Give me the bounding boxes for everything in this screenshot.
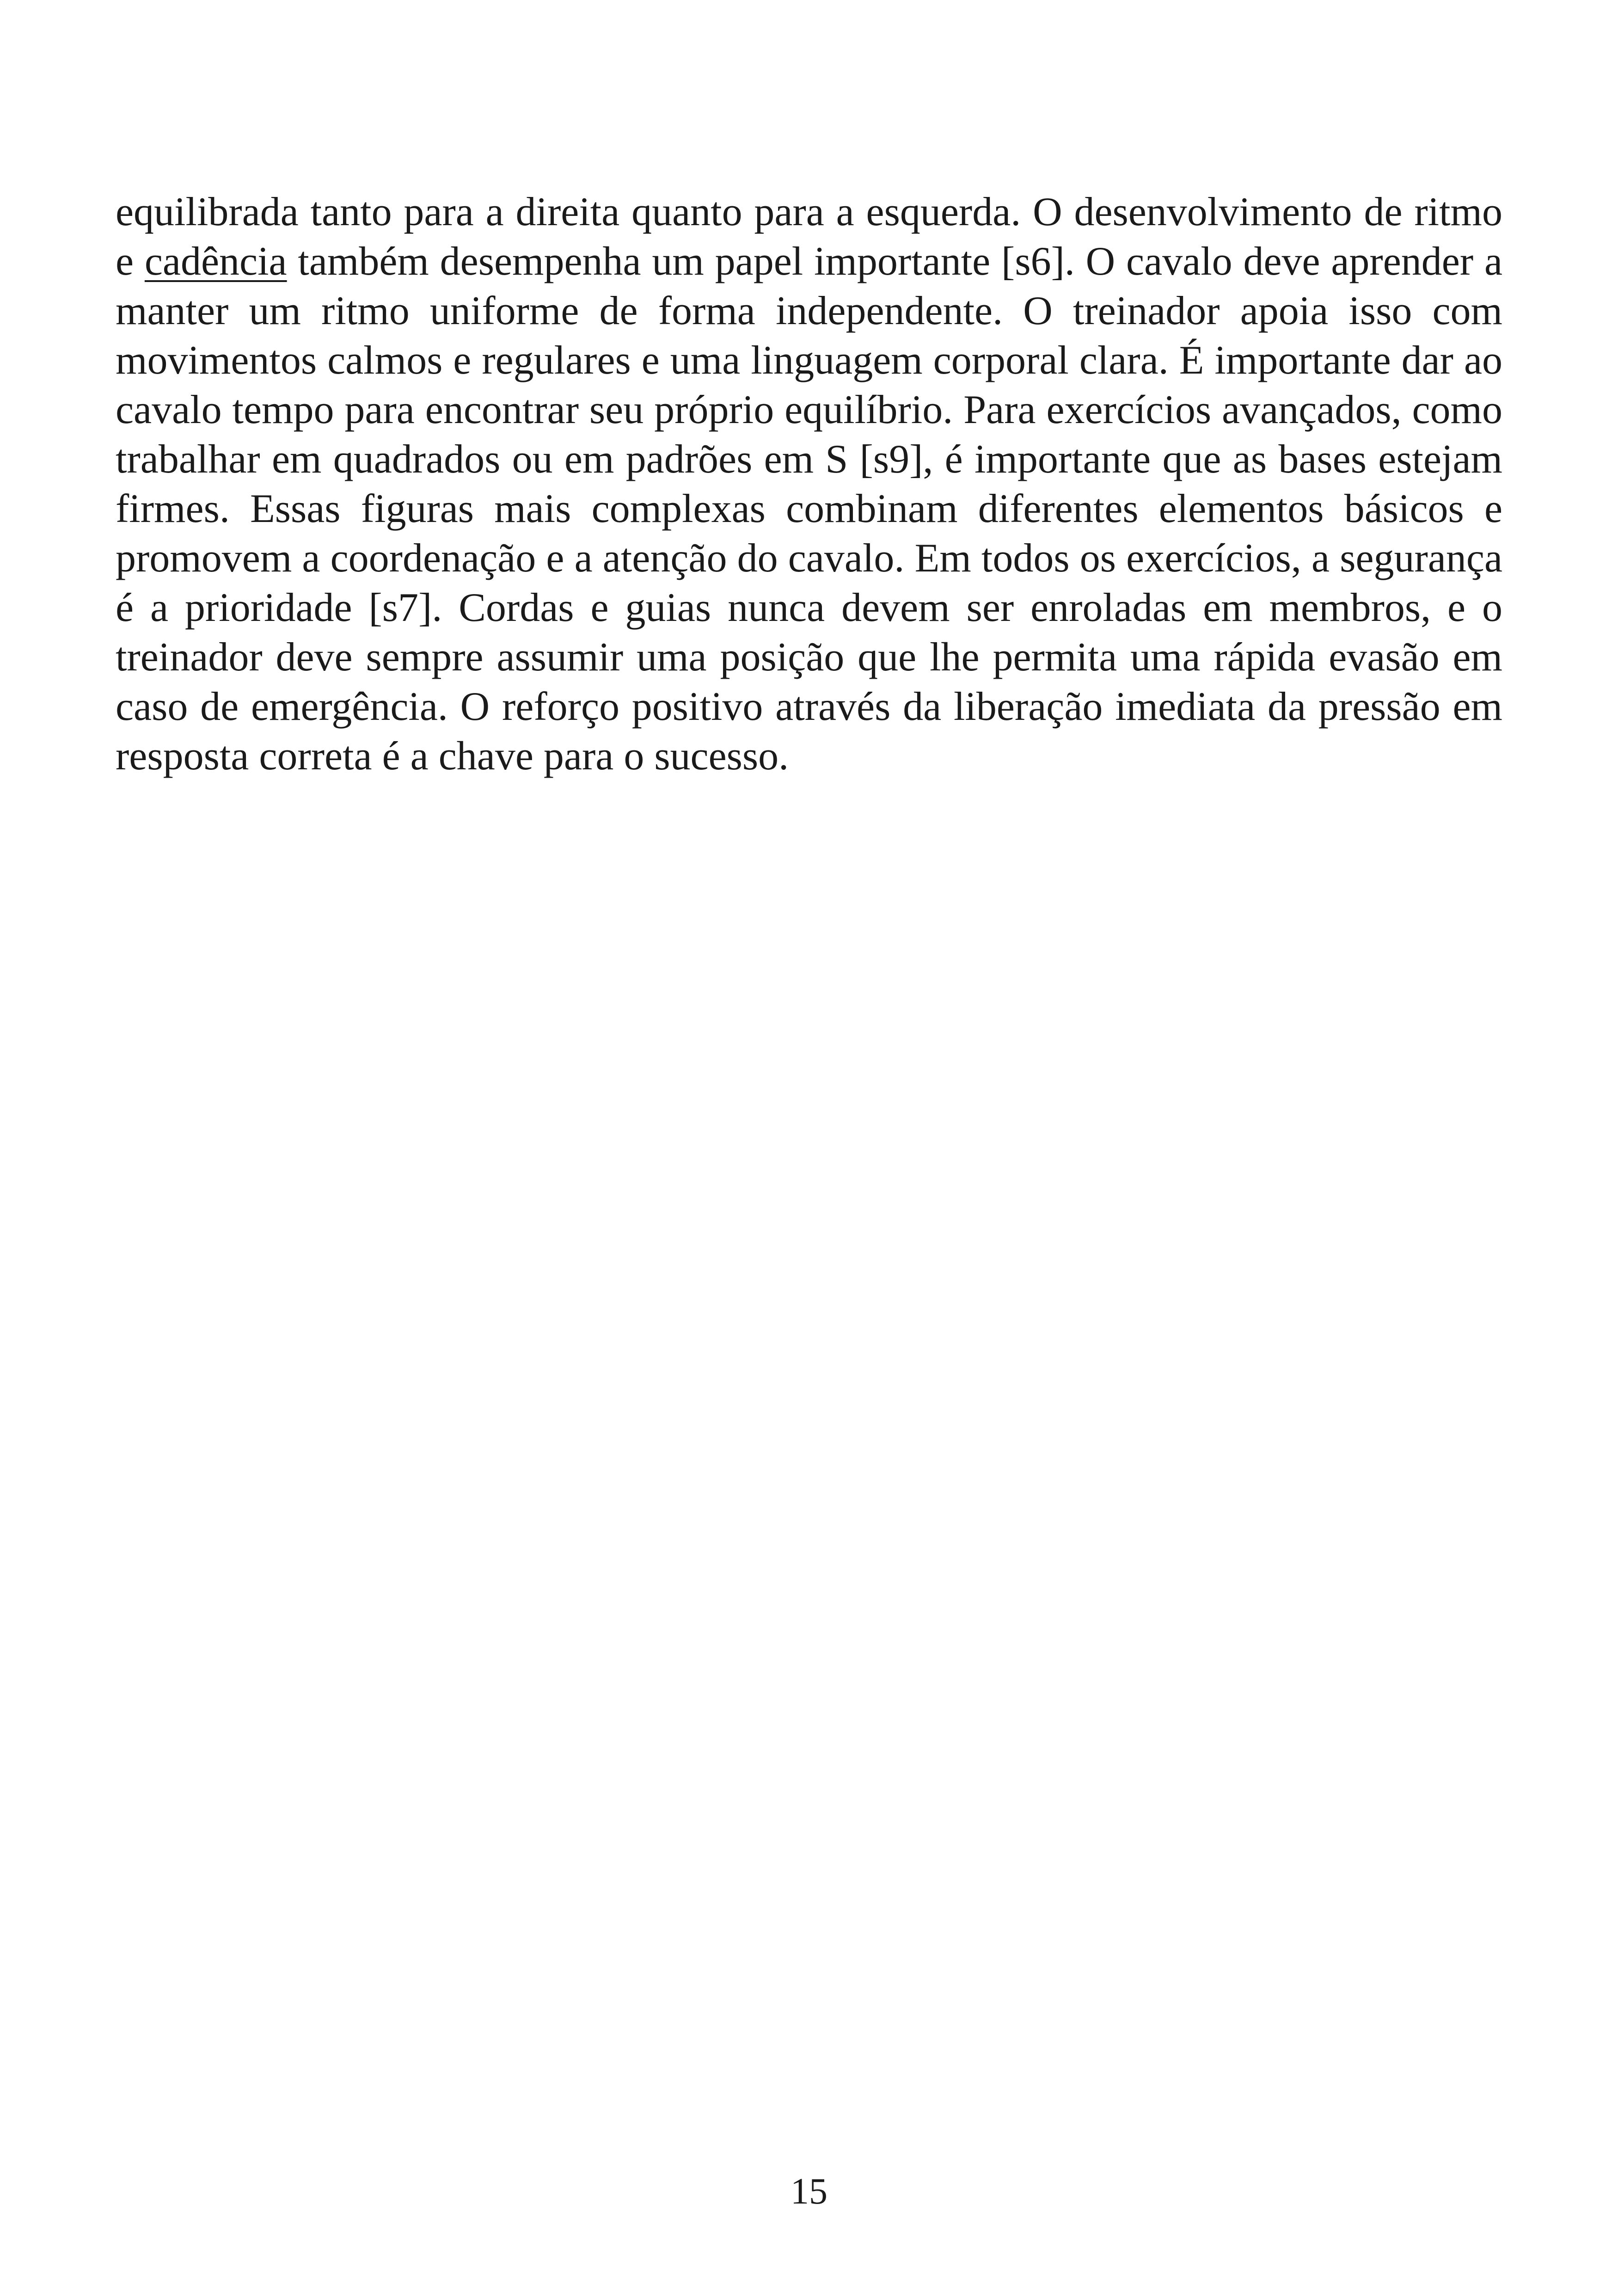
body-paragraph bbox=[116, 187, 1502, 781]
paragraph-text-start: equilibrada tanto para a direita quanto para a esquerda. O desenvolvimento de ritmo e bbox=[116, 190, 1502, 284]
page-number: 15 bbox=[791, 2171, 827, 2212]
underlined-term: cadência bbox=[144, 239, 287, 284]
paragraph-text-rest: também desempenha um papel importante [s6]. O cavalo deve aprender a manter um ritmo uniforme de forma independente. O treinador apoia isso com movimentos calmos e regulares e uma linguagem corporal clara. É importante dar ao cavalo tempo para encontrar seu próprio equilíbrio. Para exercícios avançados, como trabalhar em quadrados ou em padrões em S [s9], é importante que as bases estejam firmes. Essas figuras mais complexas combinam diferentes elementos básicos e promovem a coordenação e a atenção do cavalo. Em todos os exercícios, a segurança é a prioridade [s7]. Cordas e guias nunca devem ser enroladas em membros, e o treinador deve sempre assumir uma posição que lhe permita uma rápida evasão em caso de emergência. O reforço positivo através da liberação imediata da pressão em resposta correta é a chave para o sucesso. bbox=[116, 239, 1502, 779]
